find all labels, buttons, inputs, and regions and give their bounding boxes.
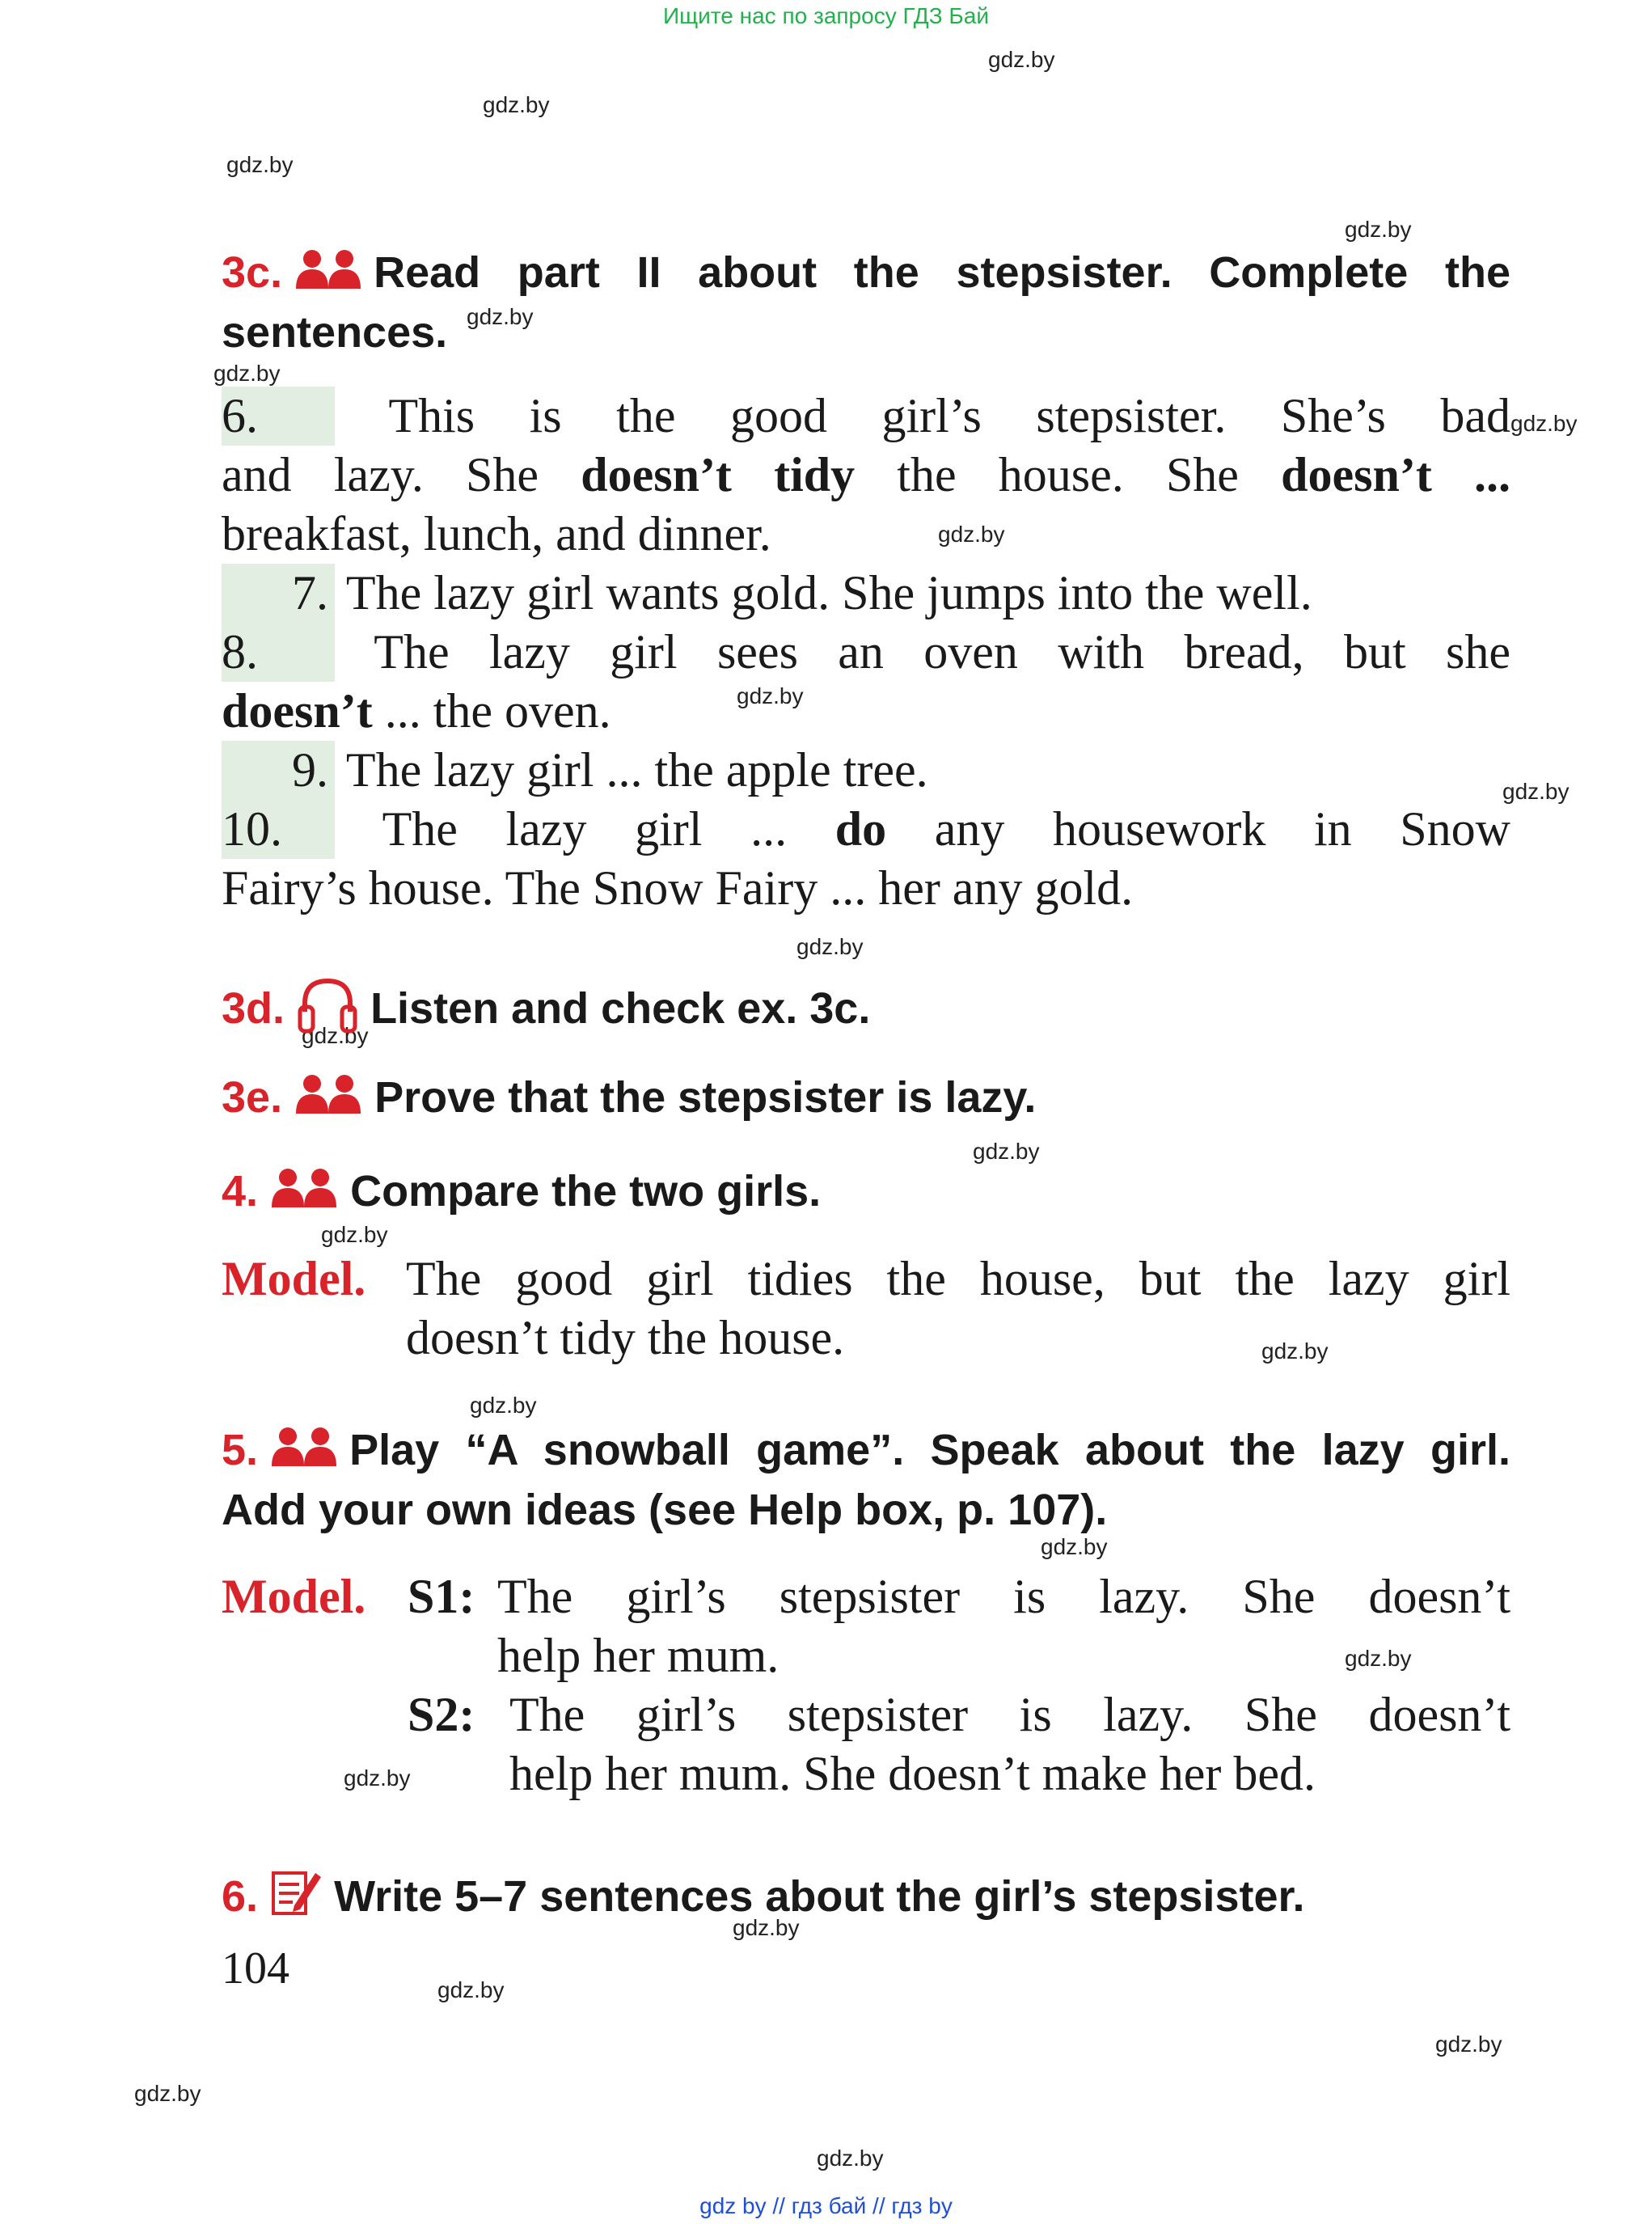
watermark: gdz.by [1041,1534,1108,1559]
exercise-title: Compare the two girls. [350,1167,822,1216]
sentence-text: The lazy girl ... the apple tree. [345,743,928,797]
sentence-text: ... the oven. [372,684,611,738]
watermark: gdz.by [134,2081,201,2106]
watermark: gdz.by [437,1977,505,2002]
watermark: gdz.by [733,1915,800,1940]
watermark: gdz.by [470,1393,537,1418]
watermark: gdz.by [988,47,1055,72]
watermark: gdz.by [467,304,534,329]
exercise-6-heading [222,1868,1515,1930]
exercise-title-cont: sentences. [222,307,448,357]
watermark: gdz.by [817,2146,884,2171]
watermark: gdz.by [737,683,804,708]
sentence-text: and lazy. She [222,448,581,501]
exercise-3c-heading [222,244,1510,361]
bottom-links[interactable]: gdz by // гдз бай // гдз by [699,2193,953,2218]
watermark: gdz.by [302,1023,369,1048]
s1-line2: help her mum. [497,1629,780,1682]
exercise-number: 3d. [222,983,285,1033]
item-number: 7. [222,564,335,623]
bold-text: doesn’t [222,684,373,738]
pair-work-icon [294,247,362,304]
item-number: 8. [222,623,335,682]
sentence-text: The lazy girl wants gold. She jumps into the well. [345,566,1312,619]
exercise-number: 5. [222,1426,259,1474]
sentence-7 [222,564,1510,623]
item-number: 9. [222,741,335,800]
sentence-text: any housework in Snow [886,802,1510,856]
watermark: gdz.by [938,522,1005,547]
s1-line1: The girl’s stepsister is lazy. She doesn’t [497,1570,1510,1623]
speaker-label-s2: S2: [408,1688,475,1741]
watermark: gdz.by [213,361,281,386]
exercise-title: Prove that the stepsister is lazy. [374,1073,1037,1122]
item-number: 10. [222,800,335,859]
exercise-number: 6. [222,1872,259,1921]
headphones-icon [297,975,358,1048]
watermark: gdz.by [344,1765,411,1791]
exercise-title: Play “A snowball game”. Speak about the lazy girl. [349,1426,1510,1474]
bold-text: doesn’t tidy [581,448,856,501]
pair-work-icon [294,1072,362,1129]
watermark: gdz.by [321,1222,388,1247]
sentence-8-line2 [222,682,1510,741]
sentence-8-line1 [222,623,1510,682]
exercise-title: Listen and check ex. 3c. [370,983,871,1033]
watermark: gdz.by [1502,779,1570,804]
sentence-6-line2 [222,446,1510,505]
speaker-label-s1: S1: [408,1570,475,1623]
bold-text: doesn’t [1281,448,1432,501]
sentence-10-line2: Fairy’s house. The Snow Fairy ... her any gold. [222,861,1134,915]
page-number: 104 [222,1943,289,1994]
item-number: 6. [222,387,335,446]
top-banner[interactable]: Ищите нас по запросу ГДЗ Бай [662,3,990,28]
exercise-title: Read part II about the stepsister. Complete the [374,248,1510,297]
blank: ... [1431,448,1511,501]
pair-work-icon [270,1425,338,1482]
exercise-5-heading [222,1422,1510,1538]
model-line1: The good girl tidies the house, but the lazy girl [406,1252,1510,1305]
watermark: gdz.by [973,1139,1040,1164]
pair-work-icon [270,1166,338,1223]
exercise-title-cont: Add your own ideas (see Help box, p. 107). [222,1485,1108,1534]
watermark: gdz.by [1261,1338,1329,1364]
sentence-text: This is the good girl’s stepsister. She’s bad [388,389,1510,442]
watermark: gdz.by [1510,411,1578,436]
watermark: gdz.by [796,934,864,959]
watermark: gdz.by [226,152,294,177]
exercise-4-heading [222,1163,1515,1223]
exercise-number: 3e. [222,1073,283,1122]
sentence-text: The lazy girl sees an oven with bread, but she [374,625,1510,679]
exercise-number: 3c. [222,248,283,297]
exercise-3e-heading [222,1069,1515,1129]
exercise-title: Write 5–7 sentences about the girl’s stepsister. [334,1872,1305,1921]
sentence-6-line1 [222,387,1510,446]
sentence-text: The lazy girl ... [382,802,835,856]
sentence-text: the house. She [855,448,1282,501]
model-line2: doesn’t tidy the house. [406,1311,845,1364]
watermark: gdz.by [1345,217,1412,242]
watermark: gdz.by [1435,2032,1502,2057]
watermark: gdz.by [1345,1646,1412,1671]
exercise-number: 4. [222,1167,259,1216]
s2-line2: help her mum. She doesn’t make her bed. [509,1747,1316,1800]
sentence-10-line1 [222,800,1510,859]
model-label: Model. [222,1570,366,1623]
sentence-6-line3: breakfast, lunch, and dinner. [222,507,771,560]
bold-text: do [834,802,887,856]
writing-icon [270,1868,322,1930]
watermark: gdz.by [483,92,550,117]
model-label: Model. [222,1252,366,1305]
sentence-9 [222,741,1510,800]
exercise-3d-heading [222,975,1515,1048]
s2-line1: The girl’s stepsister is lazy. She doesn’t [509,1688,1510,1741]
